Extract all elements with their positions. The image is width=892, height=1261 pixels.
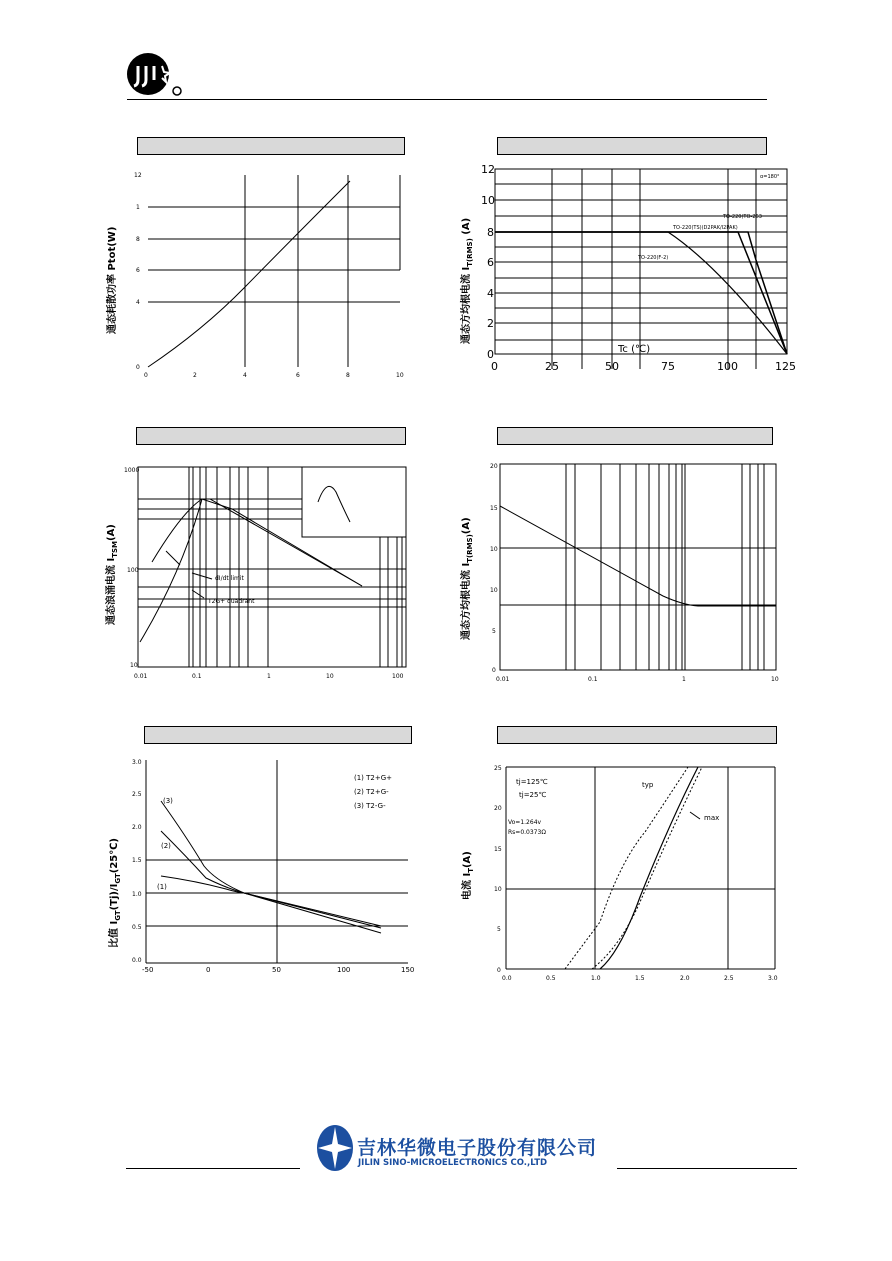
chart4-xtick: 0.1 [588, 676, 598, 683]
chart5-legend: (3) T2-G- [354, 802, 386, 810]
chart5-ytick: 0.0 [132, 957, 142, 964]
chart-title-bar-4 [497, 427, 773, 445]
chart3-xtick: 100 [392, 673, 404, 680]
chart2-ytick: 6 [487, 256, 494, 269]
chart6-xtick: 2.5 [724, 975, 734, 982]
chart-vt-it [490, 762, 790, 987]
chart4-xtick: 1 [682, 676, 686, 683]
chart2-annotation: α=180° [760, 174, 780, 180]
chart4-ytick: 10 [490, 546, 498, 553]
chart2-xtick: 0 [491, 360, 498, 373]
chart5-xtick: 150 [401, 966, 415, 974]
chart6-ylabel: 电流 $I_T(A)$ [462, 851, 475, 900]
chart6-xtick: 0.5 [546, 975, 556, 982]
chart6-ytick: 15 [494, 846, 502, 853]
chart5-ylabel: 比值 $I_{GT}(Tj)/I_{GT}(25℃)$ [109, 838, 122, 948]
chart2-ytick: 0 [487, 348, 494, 361]
chart2-xtick: 25 [545, 360, 559, 373]
company-name-en: JILIN SINO-MICROELECTRONICS CO.,LTD [358, 1158, 548, 1168]
chart6-annotation: Rs=0.0373Ω [508, 829, 546, 836]
chart5-ytick: 3.0 [132, 759, 142, 766]
chart-it-tc [478, 160, 798, 375]
chart2-annotation: TO-220(TS)(D2PAK/I2PAK) [673, 225, 738, 231]
chart4-ytick: 15 [490, 505, 498, 512]
chart2-xtick: 125 [775, 360, 796, 373]
chart6-ytick: 10 [494, 886, 502, 893]
chart4-ytick: 10 [490, 587, 498, 594]
chart1-ytick: 6 [136, 267, 140, 274]
chart-title-bar-1 [137, 137, 405, 155]
chart4-ytick: 5 [492, 628, 496, 635]
chart5-xtick: 50 [272, 966, 281, 974]
chart3-annotation: T2G+ quadrant [208, 598, 255, 605]
chart-igt [126, 756, 422, 978]
chart6-xtick: 2.0 [680, 975, 690, 982]
chart1-ylabel: 通态耗散功率 Ptot(W) [107, 226, 118, 334]
chart5-curve-label: (1) [157, 883, 167, 891]
chart4-ytick: 20 [490, 463, 498, 470]
chart5-xtick: 0 [206, 966, 211, 974]
chart3-xtick: 0.1 [192, 673, 202, 680]
chart2-annotation: TO-220(TO-263 [723, 214, 762, 220]
chart5-xtick: 100 [337, 966, 351, 974]
chart5-legend: (2) T2+G- [354, 788, 389, 796]
chart5-xtick: -50 [142, 966, 154, 974]
chart-title-bar-2 [497, 137, 767, 155]
chart1-ytick: 4 [136, 299, 140, 306]
chart3-xtick: 10 [326, 673, 334, 680]
chart-it-ratio [488, 458, 786, 686]
chart1-xtick: 0 [144, 372, 148, 379]
footer-rule-left [126, 1168, 300, 1169]
jsmc-logo-icon [126, 52, 184, 102]
chart-ptot [128, 165, 418, 385]
chart-title-bar-5 [144, 726, 412, 744]
chart6-ytick: 5 [497, 926, 501, 933]
chart5-ytick: 2.0 [132, 824, 142, 831]
chart5-ytick: 2.5 [132, 791, 142, 798]
chart2-annotation: TO-220(F-2) [638, 255, 669, 261]
chart1-ytick: 8 [136, 236, 140, 243]
chart2-ytick: 2 [487, 317, 494, 330]
chart1-ytick: 12 [134, 172, 142, 179]
chart5-ytick: 1.5 [132, 857, 142, 864]
chart3-ylabel: 通态浪涌电流 $I_{TSM}(A)$ [106, 524, 119, 625]
chart6-annotation: max [704, 814, 720, 822]
chart1-xtick: 4 [243, 372, 247, 379]
chart4-xtick: 10 [771, 676, 779, 683]
chart5-curve-label: (3) [163, 797, 173, 805]
chart2-xtick: 75 [661, 360, 675, 373]
chart6-annotation: tj=125℃ [516, 778, 548, 786]
chart6-annotation: Vo=1.264v [508, 819, 542, 826]
chart4-xtick: 0.01 [496, 676, 510, 683]
chart6-ytick: 0 [497, 967, 501, 974]
chart6-ytick: 20 [494, 805, 502, 812]
chart3-ytick: 10 [130, 662, 138, 669]
chart6-xtick: 1.0 [591, 975, 601, 982]
chart3-xtick: 0.01 [134, 673, 148, 680]
chart2-xtick: 100 [717, 360, 738, 373]
chart2-xtick: 50 [605, 360, 619, 373]
chart6-annotation: tj=25℃ [519, 791, 547, 799]
chart1-ytick: 1 [136, 204, 140, 211]
chart4-ylabel: 通态方均根电流 $I_{T(RMS)}(A)$ [461, 517, 474, 640]
chart-itsm [122, 462, 422, 684]
chart1-xtick: 6 [296, 372, 300, 379]
chart2-ytick: 10 [481, 194, 495, 207]
company-name-cn: 吉林华微电子股份有限公司 [357, 1137, 598, 1159]
chart1-xtick: 2 [193, 372, 197, 379]
chart5-ytick: 1.0 [132, 891, 142, 898]
chart4-ytick: 0 [492, 667, 496, 674]
chart6-xtick: 0.0 [502, 975, 512, 982]
chart2-ytick: 4 [487, 287, 494, 300]
header-rule [127, 99, 767, 100]
chart1-xtick: 10 [396, 372, 404, 379]
chart2-xlabel: Tc (℃) [618, 344, 651, 355]
chart6-xtick: 3.0 [768, 975, 778, 982]
chart2-ytick: 8 [487, 226, 494, 239]
chart5-ytick: 0.5 [132, 924, 142, 931]
chart1-xtick: 8 [346, 372, 350, 379]
chart1-ytick: 0 [136, 364, 140, 371]
chart3-ytick: 100 [127, 567, 139, 574]
chart5-legend: (1) T2+G+ [354, 774, 393, 782]
chart2-ytick: 12 [481, 163, 495, 176]
star-logo-icon [316, 1124, 354, 1176]
chart-title-bar-6 [497, 726, 777, 744]
footer-rule-right [617, 1168, 797, 1169]
chart5-curve-label: (2) [161, 842, 171, 850]
chart3-annotation: dI/dt limit [215, 575, 244, 582]
chart-title-bar-3 [136, 427, 406, 445]
chart6-ytick: 25 [494, 765, 502, 772]
chart6-xtick: 1.5 [635, 975, 645, 982]
chart6-annotation: typ [642, 781, 654, 789]
chart3-ytick: 1000 [124, 467, 140, 474]
chart3-xtick: 1 [267, 673, 271, 680]
chart2-ylabel: 通态方均根电流 $I_{T(RMS)}$ (A) [461, 217, 474, 344]
